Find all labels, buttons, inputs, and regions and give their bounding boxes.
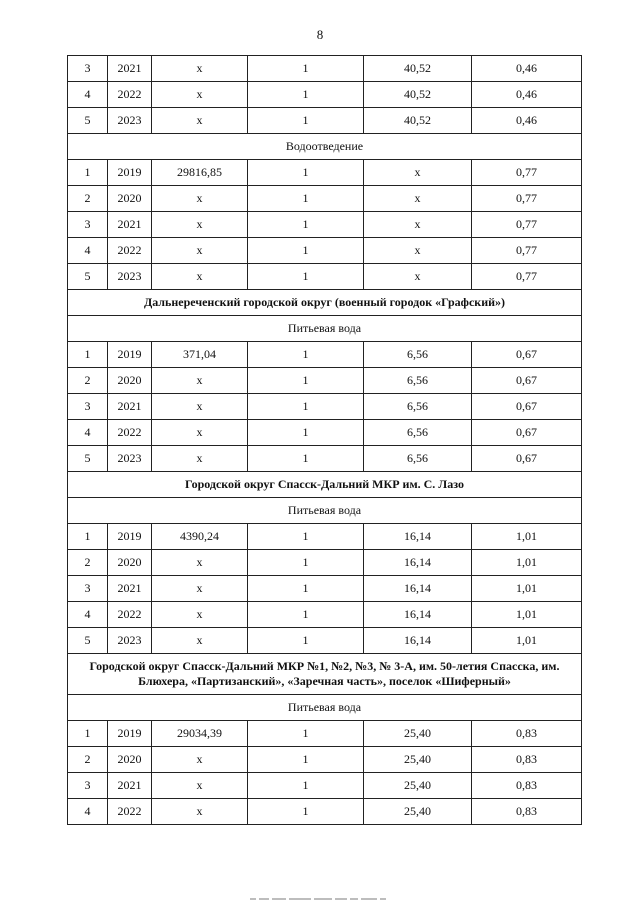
table-row: [68, 56, 582, 82]
section-heading: Городской округ Спасск-Дальний МКР №1, №2, №3, № 3-А, им. 50-летия Спасска, им. Блюхера, «Партизанский», «Заречная часть», поселок «Шиферный»: [68, 654, 582, 695]
index-cell: 0,77: [472, 160, 582, 186]
table-row: [68, 420, 582, 446]
index-cell: 0,67: [472, 342, 582, 368]
year-cell: 2021: [108, 576, 152, 602]
subsection-heading-row: [68, 134, 582, 160]
tariff-cell: x: [364, 160, 472, 186]
index-cell: 0,83: [472, 721, 582, 747]
coefficient-cell: 1: [248, 56, 364, 82]
index-cell: 0,67: [472, 368, 582, 394]
volume-cell: x: [152, 747, 248, 773]
table-row: [68, 186, 582, 212]
coefficient-cell: 1: [248, 394, 364, 420]
row-number-cell: 2: [68, 186, 108, 212]
coefficient-cell: 1: [248, 576, 364, 602]
coefficient-cell: 1: [248, 773, 364, 799]
volume-cell: x: [152, 602, 248, 628]
year-cell: 2022: [108, 799, 152, 825]
index-cell: 0,77: [472, 212, 582, 238]
index-cell: 0,67: [472, 420, 582, 446]
index-cell: 0,83: [472, 773, 582, 799]
coefficient-cell: 1: [248, 82, 364, 108]
volume-cell: x: [152, 799, 248, 825]
volume-cell: x: [152, 628, 248, 654]
tariff-cell: 6,56: [364, 342, 472, 368]
table-row: [68, 238, 582, 264]
volume-cell: x: [152, 264, 248, 290]
tariff-cell: 6,56: [364, 420, 472, 446]
tariff-cell: 6,56: [364, 368, 472, 394]
scan-artifact-marks: [250, 890, 450, 900]
index-cell: 1,01: [472, 524, 582, 550]
index-cell: 0,46: [472, 108, 582, 134]
tariff-cell: 40,52: [364, 56, 472, 82]
index-cell: 0,77: [472, 186, 582, 212]
table-row: [68, 721, 582, 747]
section-heading: Дальнереченский городской округ (военный городок «Графский»): [68, 290, 582, 316]
table-row: [68, 550, 582, 576]
volume-cell: 371,04: [152, 342, 248, 368]
row-number-cell: 3: [68, 212, 108, 238]
row-number-cell: 4: [68, 799, 108, 825]
table-row: [68, 524, 582, 550]
page-number: 8: [316, 27, 324, 42]
volume-cell: x: [152, 550, 248, 576]
volume-cell: x: [152, 420, 248, 446]
row-number-cell: 5: [68, 446, 108, 472]
row-number-cell: 1: [68, 342, 108, 368]
volume-cell: x: [152, 576, 248, 602]
row-number-cell: 4: [68, 420, 108, 446]
row-number-cell: 2: [68, 747, 108, 773]
table-row: [68, 82, 582, 108]
coefficient-cell: 1: [248, 747, 364, 773]
coefficient-cell: 1: [248, 602, 364, 628]
table-row: [68, 773, 582, 799]
tariff-cell: 40,52: [364, 108, 472, 134]
row-number-cell: 5: [68, 628, 108, 654]
table-row: [68, 212, 582, 238]
year-cell: 2022: [108, 602, 152, 628]
tariff-cell: 25,40: [364, 799, 472, 825]
year-cell: 2019: [108, 524, 152, 550]
volume-cell: x: [152, 446, 248, 472]
subsection-heading-row: [68, 316, 582, 342]
year-cell: 2019: [108, 721, 152, 747]
index-cell: 0,83: [472, 799, 582, 825]
year-cell: 2019: [108, 342, 152, 368]
table-body: [68, 56, 582, 825]
coefficient-cell: 1: [248, 524, 364, 550]
subsection-heading: Питьевая вода: [68, 316, 582, 342]
index-cell: 0,77: [472, 264, 582, 290]
coefficient-cell: 1: [248, 628, 364, 654]
volume-cell: x: [152, 773, 248, 799]
section-heading: Городской округ Спасск-Дальний МКР им. С. Лазо: [68, 472, 582, 498]
row-number-cell: 5: [68, 108, 108, 134]
row-number-cell: 2: [68, 368, 108, 394]
row-number-cell: 4: [68, 238, 108, 264]
tariff-cell: 16,14: [364, 628, 472, 654]
index-cell: 1,01: [472, 628, 582, 654]
tariff-cell: 25,40: [364, 773, 472, 799]
tariff-cell: 16,14: [364, 550, 472, 576]
volume-cell: x: [152, 82, 248, 108]
tariff-cell: x: [364, 264, 472, 290]
row-number-cell: 3: [68, 773, 108, 799]
coefficient-cell: 1: [248, 264, 364, 290]
year-cell: 2022: [108, 82, 152, 108]
row-number-cell: 3: [68, 394, 108, 420]
year-cell: 2021: [108, 773, 152, 799]
index-cell: 1,01: [472, 602, 582, 628]
row-number-cell: 4: [68, 602, 108, 628]
subsection-heading-row: [68, 695, 582, 721]
table-row: [68, 108, 582, 134]
table-row: [68, 342, 582, 368]
volume-cell: 29034,39: [152, 721, 248, 747]
volume-cell: x: [152, 238, 248, 264]
year-cell: 2023: [108, 264, 152, 290]
row-number-cell: 1: [68, 721, 108, 747]
year-cell: 2020: [108, 368, 152, 394]
coefficient-cell: 1: [248, 368, 364, 394]
row-number-cell: 4: [68, 82, 108, 108]
coefficient-cell: 1: [248, 342, 364, 368]
subsection-heading-row: [68, 498, 582, 524]
table-row: [68, 368, 582, 394]
volume-cell: x: [152, 56, 248, 82]
section-heading-row: [68, 290, 582, 316]
coefficient-cell: 1: [248, 721, 364, 747]
row-number-cell: 3: [68, 576, 108, 602]
volume-cell: x: [152, 212, 248, 238]
row-number-cell: 1: [68, 524, 108, 550]
tariff-cell: x: [364, 186, 472, 212]
tariff-table: [67, 55, 582, 825]
coefficient-cell: 1: [248, 186, 364, 212]
year-cell: 2023: [108, 628, 152, 654]
coefficient-cell: 1: [248, 446, 364, 472]
tariff-cell: x: [364, 212, 472, 238]
volume-cell: x: [152, 108, 248, 134]
year-cell: 2022: [108, 238, 152, 264]
tariff-cell: 16,14: [364, 576, 472, 602]
coefficient-cell: 1: [248, 799, 364, 825]
subsection-heading: Водоотведение: [68, 134, 582, 160]
tariff-cell: 16,14: [364, 524, 472, 550]
table-row: [68, 576, 582, 602]
volume-cell: x: [152, 394, 248, 420]
table-row: [68, 799, 582, 825]
row-number-cell: 2: [68, 550, 108, 576]
tariff-cell: 16,14: [364, 602, 472, 628]
year-cell: 2021: [108, 212, 152, 238]
index-cell: 0,67: [472, 446, 582, 472]
subsection-heading: Питьевая вода: [68, 695, 582, 721]
tariff-cell: x: [364, 238, 472, 264]
tariff-cell: 25,40: [364, 721, 472, 747]
row-number-cell: 1: [68, 160, 108, 186]
coefficient-cell: 1: [248, 550, 364, 576]
coefficient-cell: 1: [248, 212, 364, 238]
volume-cell: x: [152, 368, 248, 394]
index-cell: 1,01: [472, 576, 582, 602]
section-heading-row: [68, 654, 582, 695]
subsection-heading: Питьевая вода: [68, 498, 582, 524]
row-number-cell: 5: [68, 264, 108, 290]
volume-cell: 29816,85: [152, 160, 248, 186]
coefficient-cell: 1: [248, 238, 364, 264]
table-row: [68, 264, 582, 290]
tariff-cell: 6,56: [364, 446, 472, 472]
year-cell: 2023: [108, 446, 152, 472]
year-cell: 2023: [108, 108, 152, 134]
table-row: [68, 628, 582, 654]
year-cell: 2019: [108, 160, 152, 186]
year-cell: 2020: [108, 186, 152, 212]
year-cell: 2020: [108, 550, 152, 576]
index-cell: 0,67: [472, 394, 582, 420]
table-row: [68, 602, 582, 628]
tariff-cell: 25,40: [364, 747, 472, 773]
volume-cell: x: [152, 186, 248, 212]
tariff-cell: 6,56: [364, 394, 472, 420]
coefficient-cell: 1: [248, 420, 364, 446]
year-cell: 2022: [108, 420, 152, 446]
table-row: [68, 160, 582, 186]
row-number-cell: 3: [68, 56, 108, 82]
year-cell: 2020: [108, 747, 152, 773]
coefficient-cell: 1: [248, 160, 364, 186]
tariff-cell: 40,52: [364, 82, 472, 108]
index-cell: 0,77: [472, 238, 582, 264]
year-cell: 2021: [108, 394, 152, 420]
index-cell: 1,01: [472, 550, 582, 576]
index-cell: 0,46: [472, 56, 582, 82]
table-row: [68, 394, 582, 420]
section-heading-row: [68, 472, 582, 498]
table-row: [68, 747, 582, 773]
table-row: [68, 446, 582, 472]
index-cell: 0,83: [472, 747, 582, 773]
year-cell: 2021: [108, 56, 152, 82]
coefficient-cell: 1: [248, 108, 364, 134]
volume-cell: 4390,24: [152, 524, 248, 550]
index-cell: 0,46: [472, 82, 582, 108]
